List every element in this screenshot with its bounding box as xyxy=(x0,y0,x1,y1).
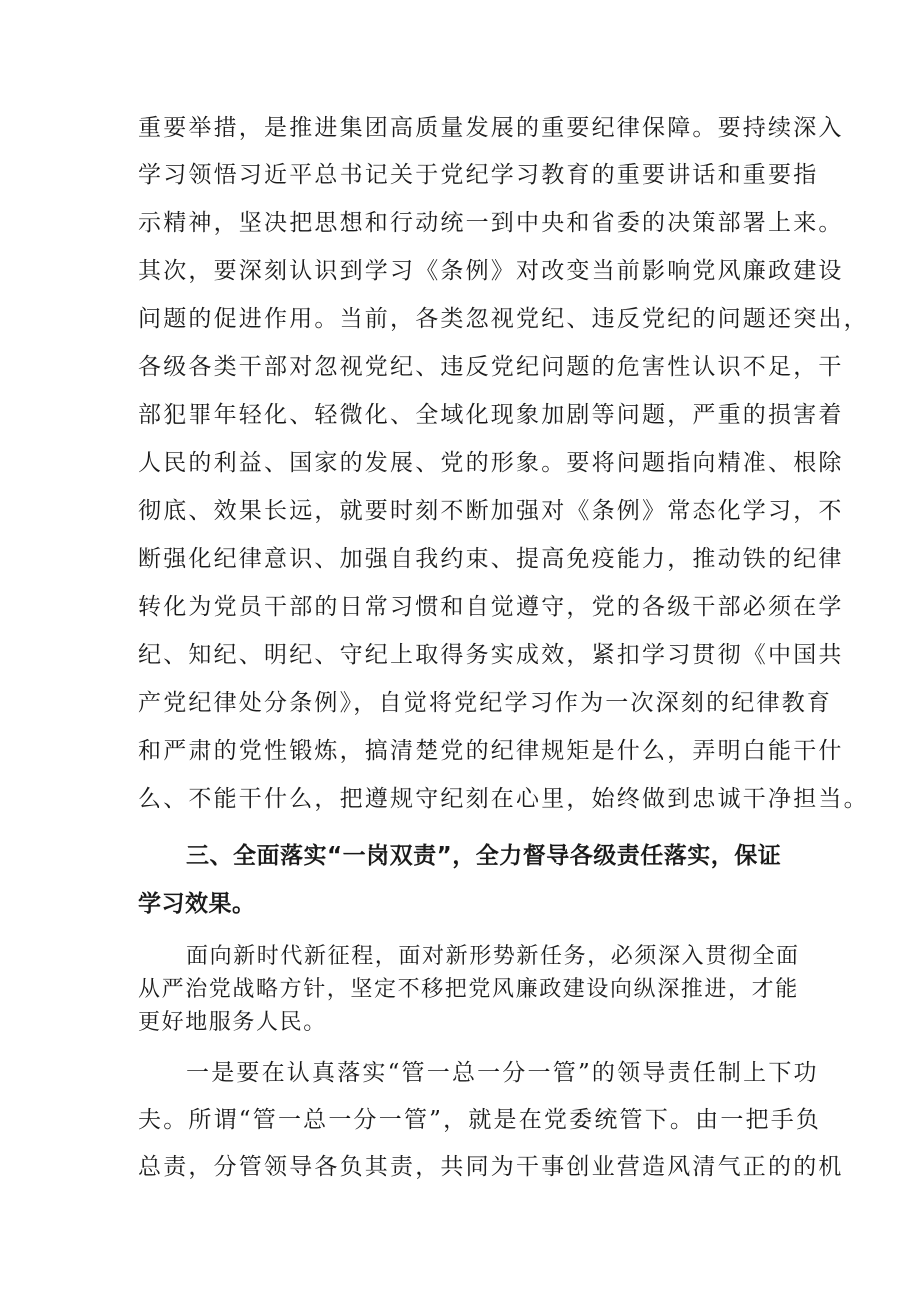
text-line: 一是要在认真落实“管一总一分一管”的领导责任制上下功 xyxy=(186,1060,819,1086)
text-line: 和严肃的党性锻炼，搞清楚党的纪律规矩是什么，弄明白能干什 xyxy=(138,738,844,764)
text-line: 示精神，坚决把思想和行动统一到中央和省委的决策部署上来。 xyxy=(138,210,844,236)
text-line: 彻底、效果长远，就要时刻不断加强对《条例》常态化学习，不 xyxy=(138,498,844,524)
text-line: 产党纪律处分条例》，自觉将党纪学习作为一次深刻的纪律教育 xyxy=(138,690,833,716)
text-line: 部犯罪年轻化、轻微化、全域化现象加剧等问题，严重的损害着 xyxy=(138,402,844,428)
text-line: 断强化纪律意识、加强自我约束、提高免疫能力，推动铁的纪律 xyxy=(138,546,844,572)
text-line: 其次，要深刻认识到学习《条例》对改变当前影响党风廉政建设 xyxy=(138,258,844,284)
text-line: 纪、知纪、明纪、守纪上取得务实成效，紧扣学习贯彻《中国共 xyxy=(138,642,844,668)
text-line: 问题的促进作用。当前，各类忽视党纪、违反党纪的问题还突出， xyxy=(138,306,869,332)
text-line: 学习领悟习近平总书记关于党纪学习教育的重要讲话和重要指 xyxy=(138,162,819,188)
text-line: 各级各类干部对忽视党纪、违反党纪问题的危害性认识不足，干 xyxy=(138,354,844,380)
text-line: 人民的利益、国家的发展、党的形象。要将问题指向精准、根除 xyxy=(138,450,844,476)
text-line: 夫。所谓“管一总一分一管”，就是在党委统管下。由一把手负 xyxy=(138,1107,822,1133)
text-line: 面向新时代新征程，面对新形势新任务，必须深入贯彻全面 xyxy=(186,944,800,969)
text-line: 重要举措，是推进集团高质量发展的重要纪律保障。要持续深入 xyxy=(138,115,844,141)
heading-line: 学习效果。 xyxy=(138,891,256,917)
text-line: 总责，分管领导各负其责，共同为干事创业营造风清气正的的机 xyxy=(138,1154,844,1180)
text-line: 转化为党员干部的日常习惯和自觉遵守，党的各级干部必须在学 xyxy=(138,594,844,620)
heading-line: 三、全面落实“一岗双责”，全力督导各级责任落实，保证 xyxy=(186,843,782,869)
text-line: 更好地服务人民。 xyxy=(138,1010,327,1035)
text-line: 么、不能干什么，把遵规守纪刻在心里，始终做到忠诚干净担当。 xyxy=(138,786,869,812)
text-line: 从严治党战略方针，坚定不移把党风廉政建设向纵深推进，才能 xyxy=(138,977,799,1002)
